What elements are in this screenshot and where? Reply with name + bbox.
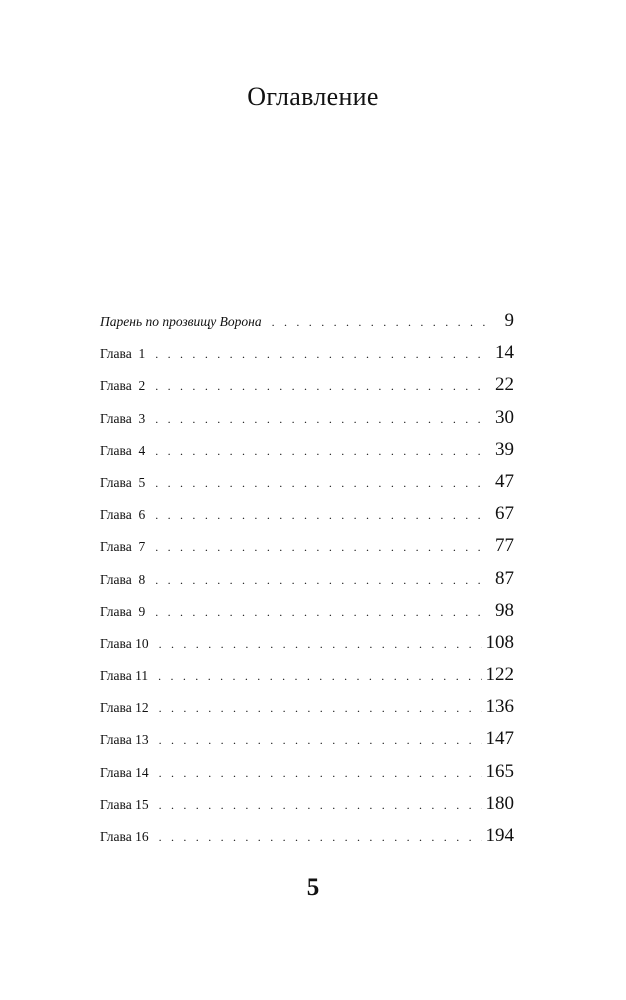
toc-entry-chapter-15[interactable]	[100, 793, 514, 825]
toc-entry-label: Глава 1	[100, 346, 146, 362]
toc-entry-chapter-16[interactable]	[100, 825, 514, 857]
dot-leader	[159, 798, 482, 813]
toc-entry-label: Глава 6	[100, 507, 146, 523]
dot-leader	[155, 444, 490, 459]
dot-leader	[159, 637, 482, 652]
toc-entry-chapter-1[interactable]	[100, 342, 514, 374]
toc-entry-page: 98	[495, 599, 514, 621]
toc-entry-label: Глава 10	[100, 635, 149, 651]
toc-entry-page: 122	[485, 664, 514, 686]
toc-entry-chapter-12[interactable]	[100, 696, 514, 728]
toc-entry-prologue[interactable]	[100, 310, 514, 342]
toc-entry-page: 180	[485, 792, 514, 814]
toc-entry-page: 165	[485, 760, 514, 782]
toc-entry-label: Глава 12	[100, 700, 149, 716]
dot-leader	[155, 540, 490, 555]
toc-entry-chapter-4[interactable]	[100, 439, 514, 471]
toc-entry-label: Глава 11	[100, 668, 149, 684]
toc-entry-chapter-13[interactable]	[100, 728, 514, 760]
toc-entry-label: Глава 5	[100, 474, 146, 490]
toc-entry-page: 14	[495, 342, 514, 364]
toc-entry-label: Парень по прозвищу Ворона	[100, 314, 262, 329]
toc-entry-label: Глава 14	[100, 764, 149, 780]
dot-leader	[272, 315, 490, 330]
toc-entry-chapter-6[interactable]	[100, 503, 514, 535]
dot-leader	[155, 347, 490, 362]
toc-entry-page: 30	[495, 406, 514, 428]
dot-leader	[158, 669, 481, 684]
toc-entry-page: 67	[495, 503, 514, 525]
dot-leader	[155, 379, 490, 394]
table-of-contents	[100, 310, 514, 857]
page-number: 5	[306, 874, 320, 901]
toc-entry-chapter-10[interactable]	[100, 632, 514, 664]
toc-entry-label: Глава 16	[100, 829, 149, 844]
toc-entry-page: 147	[485, 728, 514, 750]
toc-entry-label: Глава 13	[100, 732, 149, 748]
page-title: Оглавление	[247, 82, 379, 111]
toc-entry-chapter-5[interactable]	[100, 471, 514, 503]
dot-leader	[155, 412, 490, 427]
toc-entry-chapter-9[interactable]	[100, 600, 514, 632]
toc-entry-chapter-11[interactable]	[100, 664, 514, 696]
toc-entry-page: 9	[504, 310, 514, 331]
toc-entry-page: 87	[495, 567, 514, 589]
dot-leader	[155, 508, 490, 523]
dot-leader	[155, 605, 490, 620]
dot-leader	[159, 766, 482, 781]
toc-entry-label: Глава 15	[100, 796, 149, 812]
dot-leader	[159, 733, 482, 748]
toc-entry-label: Глава 4	[100, 442, 146, 458]
dot-leader	[155, 476, 490, 491]
toc-entry-page: 47	[495, 470, 514, 492]
dot-leader	[155, 573, 490, 588]
toc-entry-label: Глава 9	[100, 603, 146, 619]
dot-leader	[159, 830, 482, 845]
toc-entry-chapter-14[interactable]	[100, 761, 514, 793]
toc-entry-chapter-3[interactable]	[100, 407, 514, 439]
toc-entry-page: 108	[485, 631, 514, 653]
toc-entry-chapter-2[interactable]	[100, 374, 514, 406]
toc-entry-page: 77	[495, 535, 514, 557]
toc-entry-page: 22	[495, 374, 514, 396]
toc-entry-page: 136	[485, 696, 514, 718]
dot-leader	[159, 701, 482, 716]
toc-entry-page: 39	[495, 438, 514, 460]
toc-entry-chapter-7[interactable]	[100, 535, 514, 567]
toc-entry-chapter-8[interactable]	[100, 568, 514, 600]
toc-entry-page: 194	[485, 825, 514, 846]
toc-entry-label: Глава 2	[100, 378, 146, 394]
toc-entry-label: Глава 3	[100, 410, 146, 426]
toc-entry-label: Глава 8	[100, 571, 146, 587]
toc-entry-label: Глава 7	[100, 539, 146, 555]
